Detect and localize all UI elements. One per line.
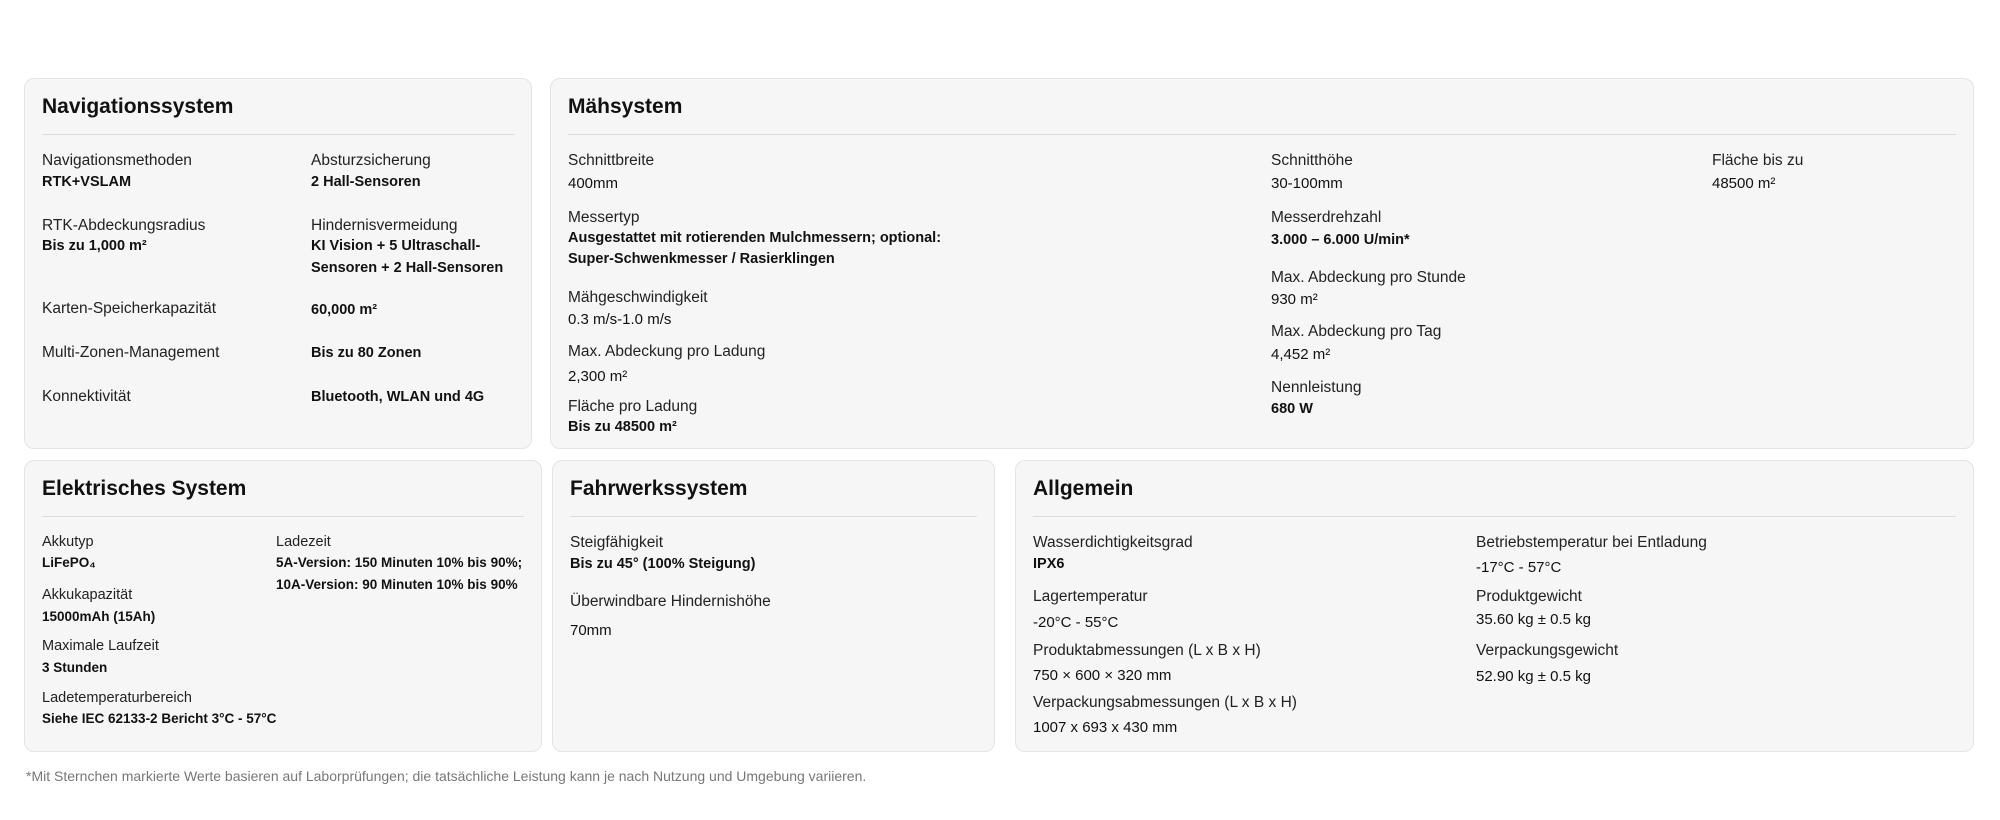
mow-area-label: Fläche bis zu — [1712, 152, 1804, 169]
mow-hour-value: 930 m² — [1271, 291, 1318, 308]
gen-optemp-label: Betriebstemperatur bei Entladung — [1476, 534, 1707, 551]
elec-temp-value: Siehe IEC 62133-2 Bericht 3°C - 57°C — [42, 711, 277, 726]
gen-packdims-value: 1007 x 693 x 430 mm — [1033, 719, 1178, 736]
navigation-title: Navigationssystem — [42, 95, 234, 118]
nav-map-value: 60,000 m² — [311, 302, 378, 318]
nav-fall-value: 2 Hall-Sensoren — [311, 174, 421, 190]
gen-packdims-label: Verpackungsabmessungen (L x B x H) — [1033, 694, 1297, 711]
mow-hour-label: Max. Abdeckung pro Stunde — [1271, 269, 1466, 286]
gen-optemp-value: -17°C - 57°C — [1476, 559, 1562, 576]
elec-capacity-label: Akkukapazität — [42, 587, 133, 603]
general-card — [1015, 460, 1974, 752]
mow-width-value: 400mm — [568, 175, 619, 192]
nav-obstacle-value-2: Sensoren + 2 Hall-Sensoren — [311, 260, 504, 276]
elec-runtime-value: 3 Stunden — [42, 660, 108, 675]
chassis-title: Fahrwerkssystem — [570, 477, 748, 500]
gen-ip-value: IPX6 — [1033, 556, 1065, 572]
footnote: *Mit Sternchen markierte Werte basieren auf Laborprüfungen; die tatsächliche Leistung kann je nach Nutzung und Umgebung variieren. — [26, 768, 867, 784]
elec-temp-label: Ladetemperaturbereich — [42, 690, 192, 706]
mow-height-label: Schnitthöhe — [1271, 152, 1353, 169]
chassis-climb-value: Bis zu 45° (100% Steigung) — [570, 556, 756, 572]
elec-chargetime-value-2: 10A-Version: 90 Minuten 10% bis 90% — [276, 577, 518, 592]
mow-blade-value-2: Super-Schwenkmesser / Rasierklingen — [568, 251, 835, 267]
mow-speed-label: Mähgeschwindigkeit — [568, 289, 708, 306]
nav-map-label: Karten-Speicherkapazität — [42, 300, 217, 317]
mow-charge-label: Max. Abdeckung pro Ladung — [568, 343, 766, 360]
elec-chargetime-label: Ladezeit — [276, 534, 331, 550]
mow-blade-value-1: Ausgestattet mit rotierenden Mulchmessern; optional: — [568, 230, 942, 246]
elec-battery-value: LiFePO₄ — [42, 555, 96, 570]
chassis-obstacle-label: Überwindbare Hindernishöhe — [570, 593, 771, 610]
mowing-title: Mähsystem — [568, 95, 683, 118]
chassis-card — [552, 460, 995, 752]
nav-zones-value: Bis zu 80 Zonen — [311, 345, 422, 361]
elec-capacity-value: 15000mAh (15Ah) — [42, 609, 156, 624]
navigation-divider — [42, 134, 514, 135]
gen-storage-value: -20°C - 55°C — [1033, 614, 1119, 631]
mow-area-charge-value: Bis zu 48500 m² — [568, 419, 677, 435]
mow-width-label: Schnittbreite — [568, 152, 655, 169]
mow-blade-label: Messertyp — [568, 209, 640, 226]
mow-height-value: 30-100mm — [1271, 175, 1343, 192]
mow-area-charge-label: Fläche pro Ladung — [568, 398, 698, 415]
chassis-climb-label: Steigfähigkeit — [570, 534, 664, 551]
elec-chargetime-value-1: 5A-Version: 150 Minuten 10% bis 90%; — [276, 555, 523, 570]
mow-power-label: Nennleistung — [1271, 379, 1362, 396]
electrical-divider — [42, 516, 524, 517]
electrical-card — [24, 460, 542, 752]
nav-obstacle-label: Hindernisvermeidung — [311, 217, 458, 234]
gen-dims-label: Produktabmessungen (L x B x H) — [1033, 642, 1261, 659]
gen-storage-label: Lagertemperatur — [1033, 588, 1148, 605]
general-divider — [1033, 516, 1956, 517]
gen-packweight-label: Verpackungsgewicht — [1476, 642, 1619, 659]
nav-rtk-value: Bis zu 1,000 m² — [42, 238, 147, 254]
gen-packweight-value: 52.90 kg ± 0.5 kg — [1476, 668, 1591, 685]
nav-methods-value: RTK+VSLAM — [42, 174, 132, 190]
nav-fall-label: Absturzsicherung — [311, 152, 431, 169]
mow-rpm-value: 3.000 – 6.000 U/min* — [1271, 232, 1410, 248]
mow-speed-value: 0.3 m/s-1.0 m/s — [568, 311, 672, 328]
elec-battery-label: Akkutyp — [42, 534, 94, 550]
nav-conn-label: Konnektivität — [42, 388, 131, 405]
mow-day-label: Max. Abdeckung pro Tag — [1271, 323, 1442, 340]
gen-ip-label: Wasserdichtigkeitsgrad — [1033, 534, 1193, 551]
mow-day-value: 4,452 m² — [1271, 346, 1331, 363]
electrical-title: Elektrisches System — [42, 477, 247, 500]
gen-weight-value: 35.60 kg ± 0.5 kg — [1476, 611, 1591, 628]
mow-power-value: 680 W — [1271, 401, 1313, 417]
nav-methods-label: Navigationsmethoden — [42, 152, 192, 169]
gen-weight-label: Produktgewicht — [1476, 588, 1582, 605]
mow-area-value: 48500 m² — [1712, 175, 1776, 192]
elec-runtime-label: Maximale Laufzeit — [42, 638, 159, 654]
mow-rpm-label: Messerdrehzahl — [1271, 209, 1382, 226]
nav-zones-label: Multi-Zonen-Management — [42, 344, 220, 361]
chassis-divider — [570, 516, 977, 517]
mowing-card — [550, 78, 1974, 449]
chassis-obstacle-value: 70mm — [570, 622, 612, 639]
mow-charge-value: 2,300 m² — [568, 368, 628, 385]
navigation-card — [24, 78, 532, 449]
nav-obstacle-value-1: KI Vision + 5 Ultraschall- — [311, 238, 481, 254]
general-title: Allgemein — [1033, 477, 1134, 500]
nav-rtk-label: RTK-Abdeckungsradius — [42, 217, 206, 234]
mowing-divider — [568, 134, 1956, 135]
nav-conn-value: Bluetooth, WLAN und 4G — [311, 389, 485, 405]
gen-dims-value: 750 × 600 × 320 mm — [1033, 667, 1172, 684]
